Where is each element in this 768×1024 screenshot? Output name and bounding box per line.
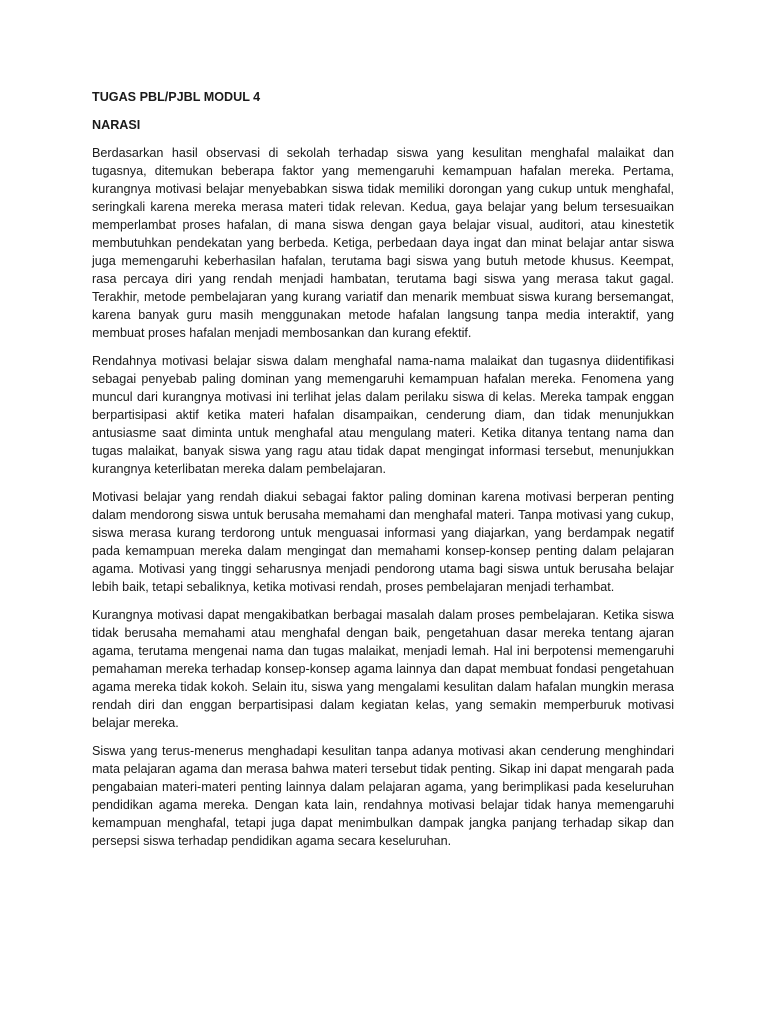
section-heading: NARASI bbox=[92, 118, 141, 132]
paragraph-2: Rendahnya motivasi belajar siswa dalam menghafal nama-nama malaikat dan tugasnya diidentifikasi sebagai penyebab paling dominan yang memengaruhi kemampuan hafalan mereka. Fenomena yang muncul dari kurangnya motivasi ini terlihat jelas dalam perilaku siswa di kelas. Mereka tampak enggan berpartisipasi aktif ketika materi hafalan disampaikan, cenderung diam, dan tidak menunjukkan antusiasme saat diminta untuk menghafal atau mengulang materi. Ketika ditanya tentang nama dan tugas malaikat, banyak siswa yang ragu atau tidak dapat mengingat informasi tersebut, menunjukkan kurangnya keterlibatan mereka dalam pembelajaran. bbox=[92, 354, 674, 476]
paragraph-1: Berdasarkan hasil observasi di sekolah terhadap siswa yang kesulitan menghafal malaikat dan tugasnya, ditemukan beberapa faktor yang memengaruhi kemampuan hafalan mereka. Pertama, kurangnya motivasi belajar menyebabkan siswa tidak memiliki dorongan yang cukup untuk menghafal, seringkali karena mereka merasa materi tidak relevan. Kedua, gaya belajar yang belum tersesuaikan memperlambat proses hafalan, di mana siswa dengan gaya belajar visual, auditori, atau kinestetik membutuhkan pendekatan yang berbeda. Ketiga, perbedaan daya ingat dan minat belajar antar siswa juga memengaruhi keberhasilan hafalan, terutama bagi siswa yang butuh metode khusus. Keempat, rasa percaya diri yang rendah menjadi hambatan, terutama bagi siswa yang merasa takut gagal. Terakhir, metode pembelajaran yang kurang variatif dan menarik membuat siswa kurang bersemangat, karena banyak guru masih menggunakan metode hafalan langsung tanpa media interaktif, yang membuat proses hafalan menjadi membosankan dan kurang efektif. bbox=[92, 146, 674, 340]
document-title: TUGAS PBL/PJBL MODUL 4 bbox=[92, 90, 261, 104]
document-body bbox=[92, 88, 674, 860]
paragraph-4: Kurangnya motivasi dapat mengakibatkan berbagai masalah dalam proses pembelajaran. Ketika siswa tidak berusaha memahami atau menghafal dengan baik, pengetahuan dasar mereka tentang ajaran agama, terutama mengenai nama dan tugas malaikat, menjadi lemah. Hal ini berpotensi memengaruhi pemahaman mereka terhadap konsep-konsep agama lainnya dan dapat membuat fondasi pengetahuan agama mereka tidak kokoh. Selain itu, siswa yang mengalami kesulitan dalam hafalan mungkin merasa rendah diri dan enggan berpartisipasi dalam kegiatan kelas, yang semakin memperburuk motivasi belajar mereka. bbox=[92, 608, 674, 730]
paragraph-3: Motivasi belajar yang rendah diakui sebagai faktor paling dominan karena motivasi berperan penting dalam mendorong siswa untuk berusaha memahami dan menghafal materi. Tanpa motivasi yang cukup, siswa merasa kurang terdorong untuk menguasai informasi yang diajarkan, yang berdampak negatif pada kemampuan mereka dalam mengingat dan memahami konsep-konsep penting dalam pelajaran agama. Motivasi yang tinggi seharusnya menjadi pendorong utama bagi siswa untuk berusaha belajar lebih baik, tetapi sebaliknya, ketika motivasi rendah, proses pembelajaran menjadi terhambat. bbox=[92, 490, 674, 594]
paragraph-5: Siswa yang terus-menerus menghadapi kesulitan tanpa adanya motivasi akan cenderung menghindari mata pelajaran agama dan merasa bahwa materi tersebut tidak penting. Sikap ini dapat mengarah pada pengabaian materi-materi penting lainnya dalam pelajaran agama, yang berimplikasi pada keseluruhan pendidikan agama mereka. Dengan kata lain, rendahnya motivasi belajar tidak hanya memengaruhi kemampuan menghafal, tetapi juga dapat menimbulkan dampak jangka panjang terhadap sikap dan persepsi siswa terhadap pendidikan agama secara keseluruhan. bbox=[92, 744, 674, 848]
